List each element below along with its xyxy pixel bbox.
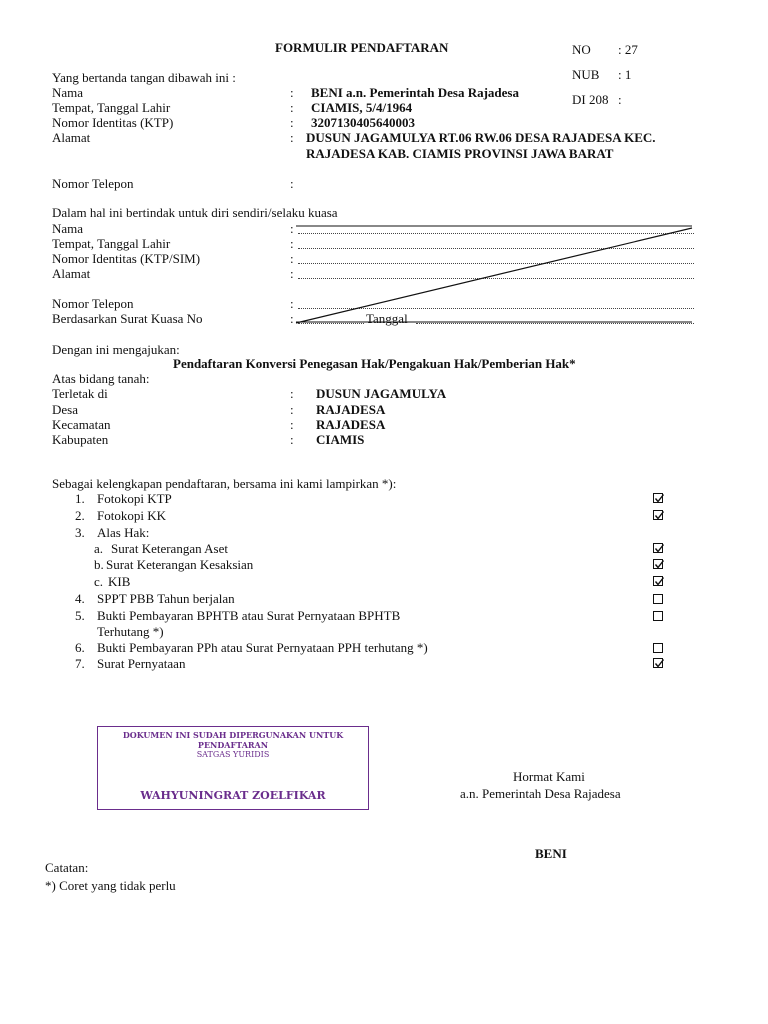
land-location-value: DUSUN JAGAMULYA bbox=[316, 386, 447, 401]
attachments-intro: Sebagai kelengkapan pendaftaran, bersama ini kami lampirkan *): bbox=[52, 476, 397, 491]
attachment-checkbox[interactable] bbox=[653, 643, 663, 653]
check-icon bbox=[654, 494, 664, 504]
colon: : bbox=[290, 432, 294, 447]
proxy-name-label: Nama bbox=[52, 221, 84, 236]
proxy-phone-label: Nomor Telepon bbox=[52, 296, 134, 311]
notes-label: Catatan: bbox=[45, 860, 89, 875]
applicant-intro: Yang bertanda tangan dibawah ini : bbox=[52, 70, 236, 85]
stamp-line-3: SATGAS YURIDIS bbox=[196, 750, 270, 759]
attachment-num: c. bbox=[94, 574, 104, 589]
di-label: DI 208 bbox=[572, 92, 609, 107]
attachment-checkbox[interactable] bbox=[653, 594, 663, 604]
attachment-text: Bukti Pembayaran PPh atau Surat Pernyataan PPH terhutang *) bbox=[97, 640, 428, 655]
usage-stamp bbox=[97, 726, 369, 810]
attachment-checkbox[interactable] bbox=[653, 576, 663, 586]
applicant-name-label: Nama bbox=[52, 85, 84, 100]
colon: : bbox=[290, 176, 294, 191]
strike-diagonal-line bbox=[296, 228, 692, 323]
attachment-num: 2. bbox=[75, 508, 85, 523]
attachment-num: 3. bbox=[75, 525, 85, 540]
di-value: : bbox=[618, 92, 622, 107]
notes-text: *) Coret yang tidak perlu bbox=[45, 878, 176, 893]
signatory-name: BENI bbox=[535, 846, 567, 861]
colon: : bbox=[290, 296, 294, 311]
attachment-num: 5. bbox=[75, 608, 85, 623]
attachment-text-continued: Terhutang *) bbox=[97, 624, 164, 639]
attachment-text: Fotokopi KTP bbox=[97, 491, 172, 506]
colon: : bbox=[290, 85, 294, 100]
stamp-line-1: DOKUMEN INI SUDAH DIPERGUNAKAN UNTUK bbox=[122, 730, 344, 740]
applicant-address-value-2: RAJADESA KAB. CIAMIS PROVINSI JAWA BARAT bbox=[306, 146, 614, 161]
attachment-text: Alas Hak: bbox=[97, 525, 150, 540]
colon: : bbox=[290, 266, 294, 281]
check-icon bbox=[654, 577, 664, 587]
colon: : bbox=[290, 402, 294, 417]
proxy-birth-label: Tempat, Tanggal Lahir bbox=[52, 236, 171, 251]
land-regency-value: CIAMIS bbox=[316, 432, 365, 447]
land-district-label: Kecamatan bbox=[52, 417, 111, 432]
attachment-num: 4. bbox=[75, 591, 85, 606]
attachment-num: 6. bbox=[75, 640, 85, 655]
attachment-text: Surat Keterangan Kesaksian bbox=[106, 557, 254, 572]
attachment-checkbox[interactable] bbox=[653, 510, 663, 520]
attachment-text: Surat Pernyataan bbox=[97, 656, 186, 671]
closing-on-behalf: a.n. Pemerintah Desa Rajadesa bbox=[460, 786, 621, 801]
check-icon bbox=[654, 560, 664, 570]
land-location-label: Terletak di bbox=[52, 386, 108, 401]
check-icon bbox=[654, 659, 664, 669]
colon: : bbox=[290, 221, 294, 236]
land-village-value: RAJADESA bbox=[316, 402, 386, 417]
proxy-intro: Dalam hal ini bertindak untuk diri sendiri/selaku kuasa bbox=[52, 205, 338, 220]
colon: : bbox=[290, 115, 294, 130]
attachment-checkbox[interactable] bbox=[653, 543, 663, 553]
colon: : bbox=[290, 311, 294, 326]
stamp-line-2: PENDAFTARAN bbox=[197, 740, 269, 750]
colon: : bbox=[290, 417, 294, 432]
attachment-text: Surat Keterangan Aset bbox=[111, 541, 228, 556]
attachment-text: Fotokopi KK bbox=[97, 508, 166, 523]
nub-label: NUB bbox=[572, 67, 600, 82]
proxy-date-label: Tanggal bbox=[366, 311, 408, 326]
no-value: : 27 bbox=[618, 42, 638, 57]
attachment-num: 7. bbox=[75, 656, 85, 671]
land-district-value: RAJADESA bbox=[316, 417, 386, 432]
attachment-text: Bukti Pembayaran BPHTB atau Surat Pernyataan BPHTB bbox=[97, 608, 401, 623]
request-intro: Dengan ini mengajukan: bbox=[52, 342, 180, 357]
attachment-checkbox[interactable] bbox=[653, 559, 663, 569]
attachment-num: a. bbox=[94, 541, 104, 556]
request-heading: Pendaftaran Konversi Penegasan Hak/Pengakuan Hak/Pemberian Hak* bbox=[173, 356, 576, 371]
colon: : bbox=[290, 386, 294, 401]
applicant-address-value: DUSUN JAGAMULYA RT.06 RW.06 DESA RAJADESA KEC. bbox=[306, 130, 656, 145]
check-icon bbox=[654, 511, 664, 521]
proxy-id-label: Nomor Identitas (KTP/SIM) bbox=[52, 251, 201, 266]
applicant-birth-label: Tempat, Tanggal Lahir bbox=[52, 100, 171, 115]
attachment-checkbox[interactable] bbox=[653, 493, 663, 503]
applicant-id-value: 3207130405640003 bbox=[311, 115, 415, 130]
land-intro: Atas bidang tanah: bbox=[52, 371, 150, 386]
form-title: FORMULIR PENDAFTARAN bbox=[275, 40, 449, 55]
proxy-letter-label: Berdasarkan Surat Kuasa No bbox=[52, 311, 203, 326]
applicant-id-label: Nomor Identitas (KTP) bbox=[52, 115, 174, 130]
closing-greeting: Hormat Kami bbox=[513, 769, 585, 784]
colon: : bbox=[290, 251, 294, 266]
attachment-text: KIB bbox=[108, 574, 131, 589]
applicant-name-value: BENI a.n. Pemerintah Desa Rajadesa bbox=[311, 85, 519, 100]
colon: : bbox=[290, 130, 294, 145]
stamp-name: WAHYUNINGRAT ZOELFIKAR bbox=[140, 789, 326, 802]
strike-lines bbox=[0, 0, 768, 340]
applicant-phone-label: Nomor Telepon bbox=[52, 176, 134, 191]
attachment-num: b. bbox=[94, 557, 104, 572]
attachment-checkbox[interactable] bbox=[653, 658, 663, 668]
no-label: NO bbox=[572, 42, 591, 57]
land-regency-label: Kabupaten bbox=[52, 432, 109, 447]
nub-value: : 1 bbox=[618, 67, 632, 82]
colon: : bbox=[290, 236, 294, 251]
proxy-address-label: Alamat bbox=[52, 266, 91, 281]
colon: : bbox=[290, 100, 294, 115]
attachment-text: SPPT PBB Tahun berjalan bbox=[97, 591, 235, 606]
land-village-label: Desa bbox=[52, 402, 78, 417]
attachment-num: 1. bbox=[75, 491, 85, 506]
check-icon bbox=[654, 544, 664, 554]
attachment-checkbox[interactable] bbox=[653, 611, 663, 621]
applicant-birth-value: CIAMIS, 5/4/1964 bbox=[311, 100, 413, 115]
applicant-address-label: Alamat bbox=[52, 130, 91, 145]
